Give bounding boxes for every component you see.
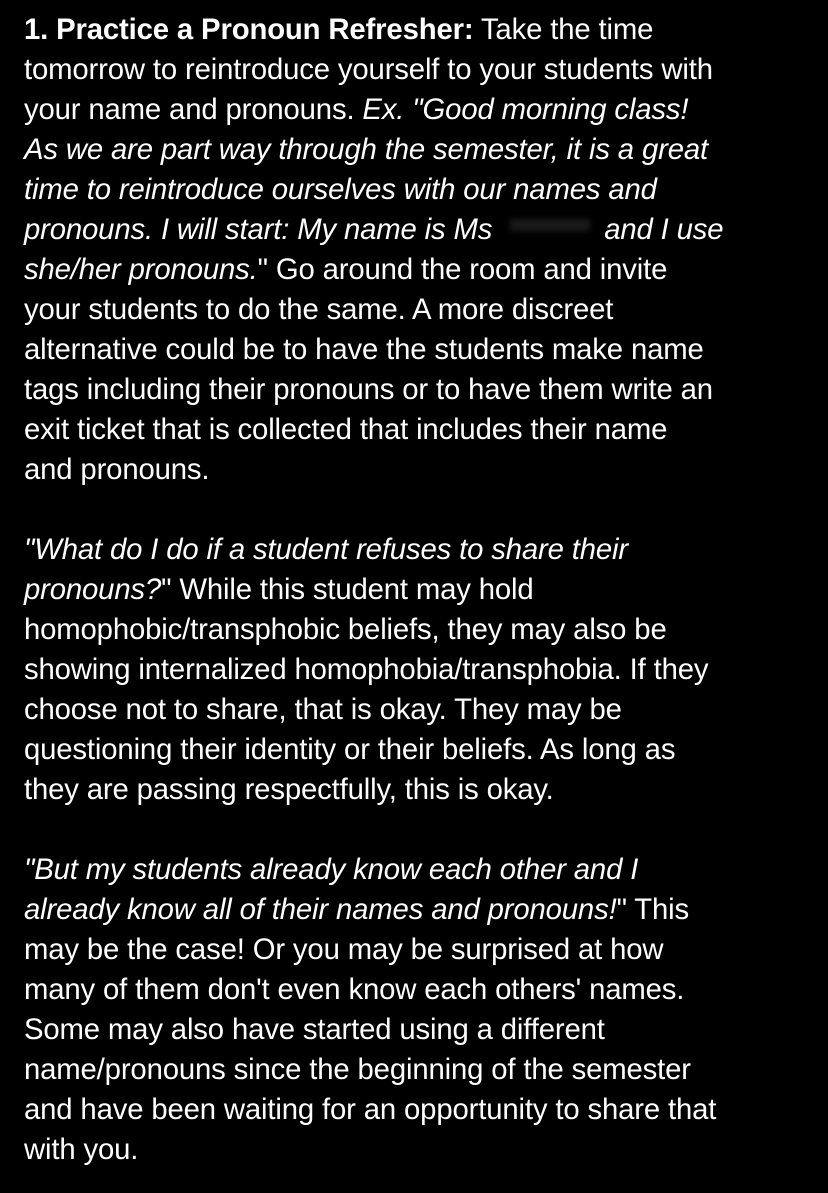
example-quote-text: she/her pronouns. [24, 253, 258, 286]
text-run: " Go around the room and invite [257, 253, 668, 286]
example-quote-text: and I use [604, 213, 724, 246]
text-line: choose not to share, that is okay. They may be [24, 693, 622, 726]
example-quote-line: time to reintroduce ourselves with our names and [24, 173, 657, 206]
text-line: Some may also have started using a different [24, 1013, 605, 1046]
text-line: questioning their identity or their beliefs. As long as [24, 733, 676, 766]
question-line: "What do I do if a student refuses to share their [24, 533, 628, 566]
example-quote-line [24, 210, 814, 250]
section-heading: 1. Practice a Pronoun Refresher: [24, 13, 474, 46]
text-line: alternative could be to have the students make name [24, 333, 704, 366]
already-know-paragraph [24, 850, 814, 1170]
text-line: showing internalized homophobia/transphobia. If they [24, 653, 709, 686]
text-line: with you. [24, 1133, 139, 1166]
text-run: your name and pronouns. [24, 93, 363, 126]
question-text: pronouns? [24, 573, 162, 606]
example-quote-line: As we are part way through the semester, it is a great [24, 133, 708, 166]
paragraph-spacer [24, 490, 814, 530]
text-line [24, 890, 814, 930]
text-line [24, 250, 814, 290]
document-page [24, 10, 814, 1170]
text-line [24, 570, 814, 610]
text-line: many of them don't even know each others' names. [24, 973, 685, 1006]
text-line: tomorrow to reintroduce yourself to your students with [24, 53, 713, 86]
text-run: Take the time [473, 13, 654, 46]
redacted-name-block [492, 215, 604, 245]
text-line: and have been waiting for an opportunity to share that [24, 1093, 717, 1126]
text-line: homophobic/transphobic beliefs, they may also be [24, 613, 667, 646]
text-line: name/pronouns since the beginning of the semester [24, 1053, 691, 1086]
text-line: exit ticket that is collected that includes their name [24, 413, 668, 446]
text-line: they are passing respectfully, this is okay. [24, 773, 554, 806]
refuse-to-share-paragraph [24, 530, 814, 810]
text-run: " While this student may hold [161, 573, 534, 606]
text-line: and pronouns. [24, 453, 210, 486]
text-run: " This [616, 893, 690, 926]
text-line: tags including their pronouns or to have them write an [24, 373, 713, 406]
question-line: "But my students already know each other and I [24, 853, 639, 886]
text-line [24, 10, 814, 50]
text-line: may be the case! Or you may be surprised at how [24, 933, 664, 966]
example-quote-text: Ex. "Good morning class! [362, 93, 689, 126]
pronoun-refresher-paragraph [24, 10, 814, 490]
example-quote-text: pronouns. I will start: My name is Ms [24, 213, 493, 246]
paragraph-spacer [24, 810, 814, 850]
text-line [24, 90, 814, 130]
text-line: your students to do the same. A more discreet [24, 293, 614, 326]
question-text: already know all of their names and pronouns! [24, 893, 617, 926]
